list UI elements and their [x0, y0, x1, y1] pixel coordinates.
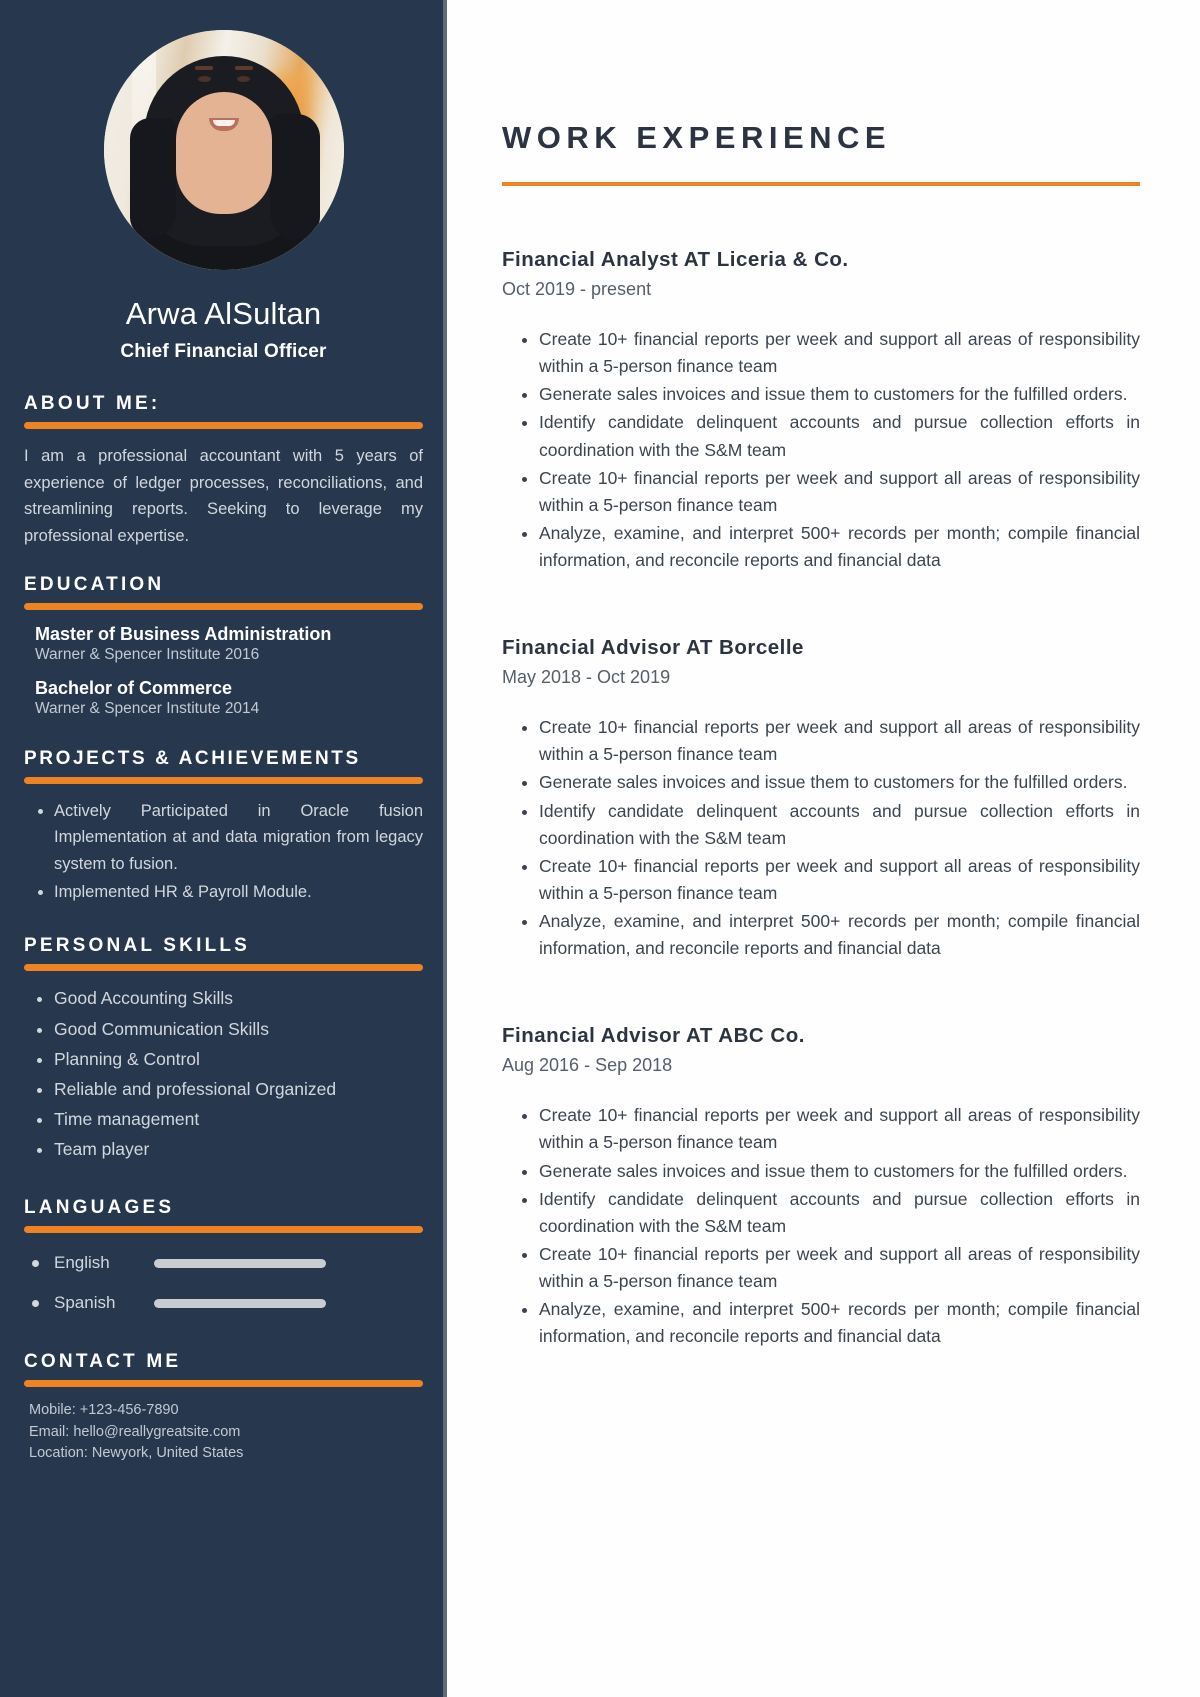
list-item: • Create 10+ financial reports per week and support all areas of responsibility within a 5-person finance team	[539, 853, 1140, 907]
profile-role: Chief Financial Officer	[120, 341, 327, 362]
skills-heading: PERSONAL SKILLS	[24, 935, 251, 957]
language-proficiency-bar	[154, 1259, 326, 1268]
list-item: • Identify candidate delinquent accounts and pursue collection efforts in coordination with the S&M team	[539, 798, 1140, 852]
list-item: • Analyze, examine, and interpret 500+ records per month; compile financial information, and reconcile reports and financial data	[539, 520, 1140, 574]
projects-divider	[24, 777, 423, 784]
section-about-me	[24, 393, 423, 550]
job-title: Financial Advisor AT ABC Co.	[502, 1024, 805, 1048]
job-responsibilities	[502, 326, 1140, 574]
projects-list	[24, 798, 423, 906]
education-school: Warner & Spencer Institute 2014	[35, 699, 260, 717]
language-row	[24, 1253, 423, 1273]
list-item: • Generate sales invoices and issue them to customers for the fulfilled orders.	[539, 1158, 1140, 1185]
list-item: • Generate sales invoices and issue them to customers for the fulfilled orders.	[539, 381, 1140, 408]
bullet-icon	[32, 1260, 39, 1267]
list-item: • Analyze, examine, and interpret 500+ records per month; compile financial information, and reconcile reports and financial data	[539, 1296, 1140, 1350]
language-row	[24, 1293, 423, 1313]
job-date: Oct 2019 - present	[502, 279, 652, 299]
photo-brow-left	[195, 66, 213, 70]
section-education	[24, 574, 423, 718]
contact-mobile: Mobile: +123-456-7890	[29, 1402, 179, 1419]
photo-face	[176, 92, 272, 214]
job-entry	[502, 1024, 1140, 1350]
job-entry	[502, 248, 1140, 574]
skills-list	[24, 985, 423, 1163]
language-name: English	[54, 1253, 110, 1273]
job-entry	[502, 636, 1140, 962]
main-content	[447, 0, 1200, 1697]
job-responsibilities	[502, 1102, 1140, 1350]
list-item: • Create 10+ financial reports per week and support all areas of responsibility within a 5-person finance team	[539, 1241, 1140, 1295]
contact-heading: CONTACT ME	[24, 1351, 182, 1373]
job-title: Financial Analyst AT Liceria & Co.	[502, 248, 849, 271]
education-degree: Bachelor of Commerce	[35, 677, 233, 698]
photo-eye-right	[237, 76, 250, 82]
job-date: May 2018 - Oct 2019	[502, 667, 671, 688]
education-heading: EDUCATION	[24, 573, 165, 595]
job-responsibilities	[502, 714, 1140, 962]
list-item: • Identify candidate delinquent accounts and pursue collection efforts in coordination with the S&M team	[539, 409, 1140, 463]
list-item: • Team player	[54, 1136, 423, 1163]
avatar	[104, 30, 344, 270]
list-item: • Reliable and professional Organized	[54, 1076, 423, 1103]
education-item	[24, 678, 423, 718]
contact-location: Location: Newyork, United States	[29, 1445, 244, 1462]
language-name: Spanish	[54, 1293, 116, 1313]
education-item	[24, 624, 423, 664]
list-item: • Generate sales invoices and issue them to customers for the fulfilled orders.	[539, 769, 1140, 796]
section-languages	[24, 1197, 423, 1313]
contact-email: Email: hello@reallygreatsite.com	[29, 1423, 241, 1440]
contact-details	[24, 1400, 423, 1464]
education-degree: Master of Business Administration	[35, 623, 332, 644]
languages-divider	[24, 1226, 423, 1233]
list-item: • Create 10+ financial reports per week and support all areas of responsibility within a 5-person finance team	[539, 326, 1140, 380]
list-item: • Good Accounting Skills	[54, 985, 423, 1012]
job-title: Financial Advisor AT Borcelle	[502, 636, 804, 660]
section-projects-achievements	[24, 748, 423, 906]
photo-brow-right	[235, 66, 253, 70]
list-item: • Create 10+ financial reports per week and support all areas of responsibility within a 5-person finance team	[539, 1102, 1140, 1156]
list-item: • Time management	[54, 1106, 423, 1133]
list-item: • Planning & Control	[54, 1046, 423, 1073]
avatar-container	[24, 0, 423, 270]
photo-eye-left	[198, 76, 211, 82]
list-item: • Create 10+ financial reports per week and support all areas of responsibility within a 5-person finance team	[539, 714, 1140, 768]
about-me-heading: ABOUT ME:	[24, 393, 161, 414]
profile-name: Arwa AlSultan	[125, 296, 322, 331]
skills-divider	[24, 964, 423, 971]
list-item: • Identify candidate delinquent accounts and pursue collection efforts in coordination with the S&M team	[539, 1186, 1140, 1240]
work-experience-divider	[502, 182, 1140, 186]
projects-heading: PROJECTS & ACHIEVEMENTS	[24, 747, 361, 769]
sidebar	[0, 0, 447, 1697]
about-me-text: I am a professional accountant with 5 years of experience of ledger processes, reconciliations, and streamlining reports. Seeking to leverage my professional expertise.	[24, 447, 423, 546]
list-item: • Analyze, examine, and interpret 500+ records per month; compile financial information, and reconcile reports and financial data	[539, 908, 1140, 962]
work-experience-heading: WORK EXPERIENCE	[502, 120, 892, 155]
about-me-divider	[24, 422, 423, 429]
contact-divider	[24, 1380, 423, 1387]
list-item: • Good Communication Skills	[54, 1016, 423, 1043]
list-item: • Implemented HR & Payroll Module.	[54, 879, 423, 905]
list-item: • Actively Participated in Oracle fusion Implementation at and data migration from legacy system to fusion.	[54, 798, 423, 877]
education-school: Warner & Spencer Institute 2016	[35, 645, 260, 663]
language-proficiency-bar	[154, 1299, 326, 1308]
languages-heading: LANGUAGES	[24, 1197, 175, 1219]
education-divider	[24, 603, 423, 610]
section-personal-skills	[24, 935, 423, 1163]
job-date: Aug 2016 - Sep 2018	[502, 1055, 673, 1076]
bullet-icon	[32, 1300, 39, 1307]
section-contact-me	[24, 1351, 423, 1464]
list-item: • Create 10+ financial reports per week and support all areas of responsibility within a 5-person finance team	[539, 465, 1140, 519]
